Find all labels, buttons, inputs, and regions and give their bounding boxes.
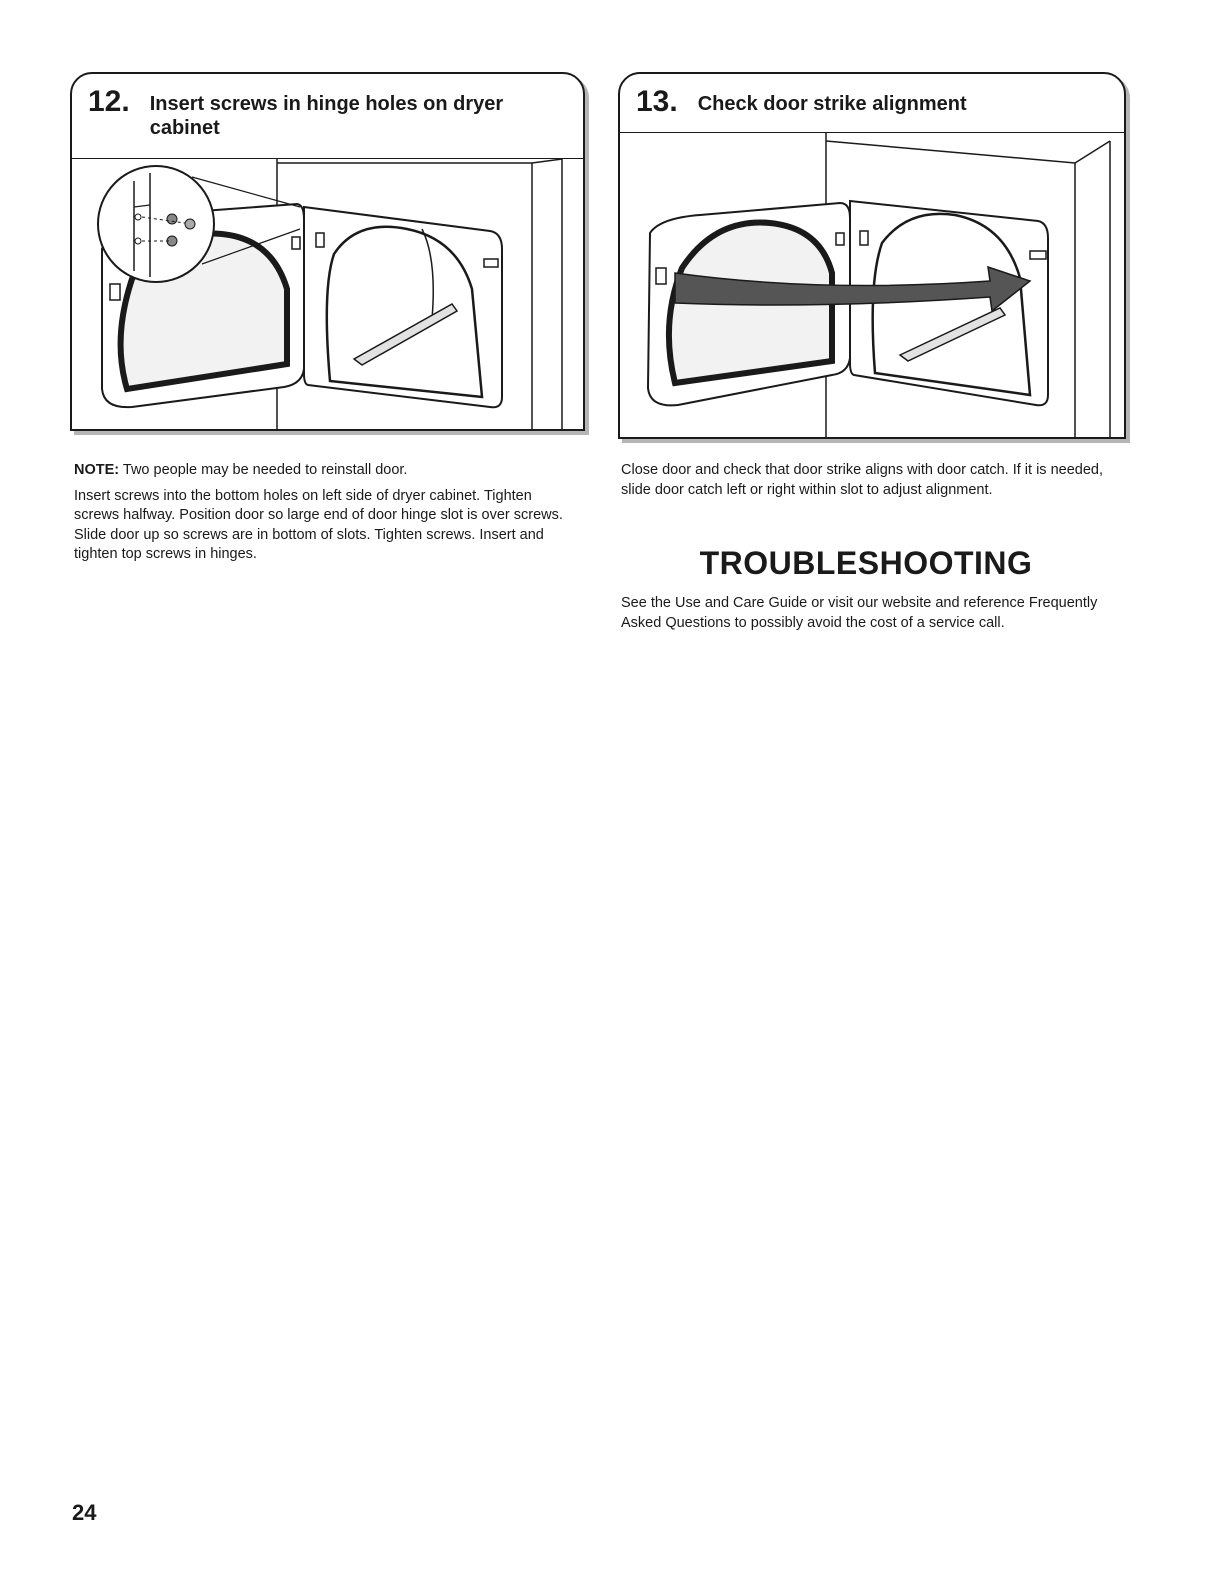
note-text: Two people may be needed to reinstall door. [122, 462, 408, 478]
step-12-text [74, 461, 574, 571]
step-13-box [618, 72, 1126, 439]
step-13-illustration [620, 132, 1124, 437]
step-13-body: Close door and check that door strike aligns with door catch. If it is needed, slide door catch left or right within slot to adjust alignment. [621, 462, 1103, 498]
troubleshooting-body: See the Use and Care Guide or visit our website and reference Frequently Asked Questions to possibly avoid the cost of a service call. [621, 595, 1098, 631]
troubleshooting-heading: TROUBLESHOOTING [699, 545, 1033, 581]
step-12-title: Insert screws in hinge holes on dryer cabinet [149, 93, 504, 139]
step-12-body: Insert screws into the bottom holes on left side of dryer cabinet. Tighten screws halfway. Position door so large end of door hinge slot is over screws. Slide door up so screws are in bottom of slots. Tighten screws. Insert and tighten top screws in hinges. [74, 487, 563, 562]
step-12-box [70, 72, 585, 431]
note-label: NOTE: [74, 462, 120, 478]
step-13-panel [618, 72, 1126, 439]
step-13-number: 13. [636, 85, 678, 118]
step-13-title: Check door strike alignment [697, 93, 967, 115]
page-number: 24 [72, 1500, 97, 1525]
step-12-panel [70, 72, 585, 431]
step-12-number: 12. [88, 85, 130, 118]
step-12-note [74, 461, 574, 481]
step-12-header [72, 74, 583, 158]
step-13-header [620, 74, 1124, 132]
step-13-text [621, 461, 1121, 500]
step-12-illustration [72, 158, 583, 429]
